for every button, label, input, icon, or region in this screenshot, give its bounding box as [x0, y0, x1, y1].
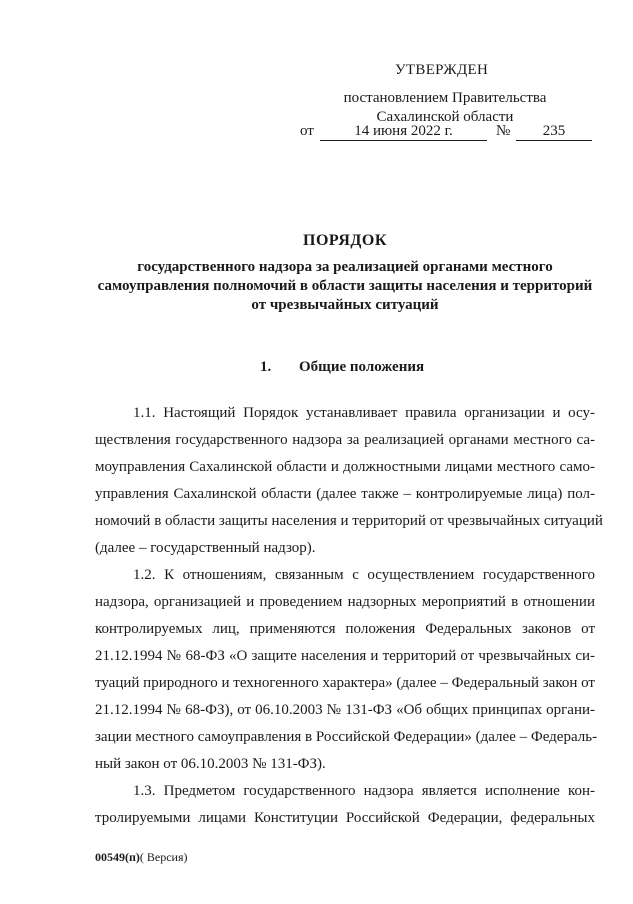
- body-line: контролируемых лиц, применяются положения Федеральных законов от: [95, 621, 595, 637]
- body-line: 1.2. К отношениям, связанным с осуществлением государственного: [133, 567, 595, 583]
- body-line: ществления государственного надзора за реализацией органами местного са-: [95, 432, 595, 448]
- body-line: 1.3. Предметом государственного надзора является исполнение кон-: [133, 783, 595, 799]
- body-line: зации местного самоуправления в Российской Федерации» (далее – Федераль-: [95, 729, 598, 745]
- body-line: тролируемыми лицами Конституции Российской Федерации, федеральных: [95, 810, 595, 826]
- body-line: надзора, организацией и проведением надзорных мероприятий в отношении: [95, 594, 595, 610]
- body-line: 1.1. Настоящий Порядок устанавливает правила организации и осу-: [133, 405, 595, 421]
- subtitle-line-1: государственного надзора за реализацией органами местного: [137, 259, 553, 275]
- subtitle-line-3: от чрезвычайных ситуаций: [251, 297, 439, 313]
- approval-stamp: УТВЕРЖДЕН: [395, 62, 489, 78]
- body-line: моуправления Сахалинской области и должностными лицами местного само-: [95, 459, 595, 475]
- approval-date: 14 июня 2022 г.: [320, 122, 487, 141]
- document-subtitle: [95, 258, 595, 315]
- body-line: управления Сахалинской области (далее также – контролируемые лица) пол-: [95, 486, 595, 502]
- document-title: ПОРЯДОК: [303, 232, 387, 249]
- body-line: номочий в области защиты населения и территорий от чрезвычайных ситуаций: [95, 513, 603, 529]
- number-prefix: №: [496, 123, 511, 139]
- section-number: 1.: [260, 359, 272, 375]
- footer-code: 00549(п): [95, 850, 140, 864]
- body-line: (далее – государственный надзор).: [95, 540, 316, 556]
- issuer-line-2: Сахалинской области: [376, 109, 514, 125]
- date-prefix: от: [300, 123, 314, 139]
- body-line: ный закон от 06.10.2003 № 131-ФЗ).: [95, 756, 326, 772]
- issuer-line-1: постановлением Правительства: [343, 90, 547, 106]
- body-line: 21.12.1994 № 68-ФЗ «О защите населения и территорий от чрезвычайных си-: [95, 648, 595, 664]
- body-line: 21.12.1994 № 68-ФЗ), от 06.10.2003 № 131-ФЗ «Об общих принципах органи-: [95, 702, 595, 718]
- approval-date-line: [300, 122, 592, 142]
- approval-number: 235: [516, 122, 592, 141]
- footer-document-code: [95, 850, 188, 865]
- subtitle-line-2: самоуправления полномочий в области защиты населения и территорий: [97, 278, 593, 294]
- body-line: туаций природного и техногенного характера» (далее – Федеральный закон от: [95, 675, 595, 691]
- footer-version: ( Версия): [139, 850, 188, 864]
- section-title: Общие положения: [299, 359, 425, 375]
